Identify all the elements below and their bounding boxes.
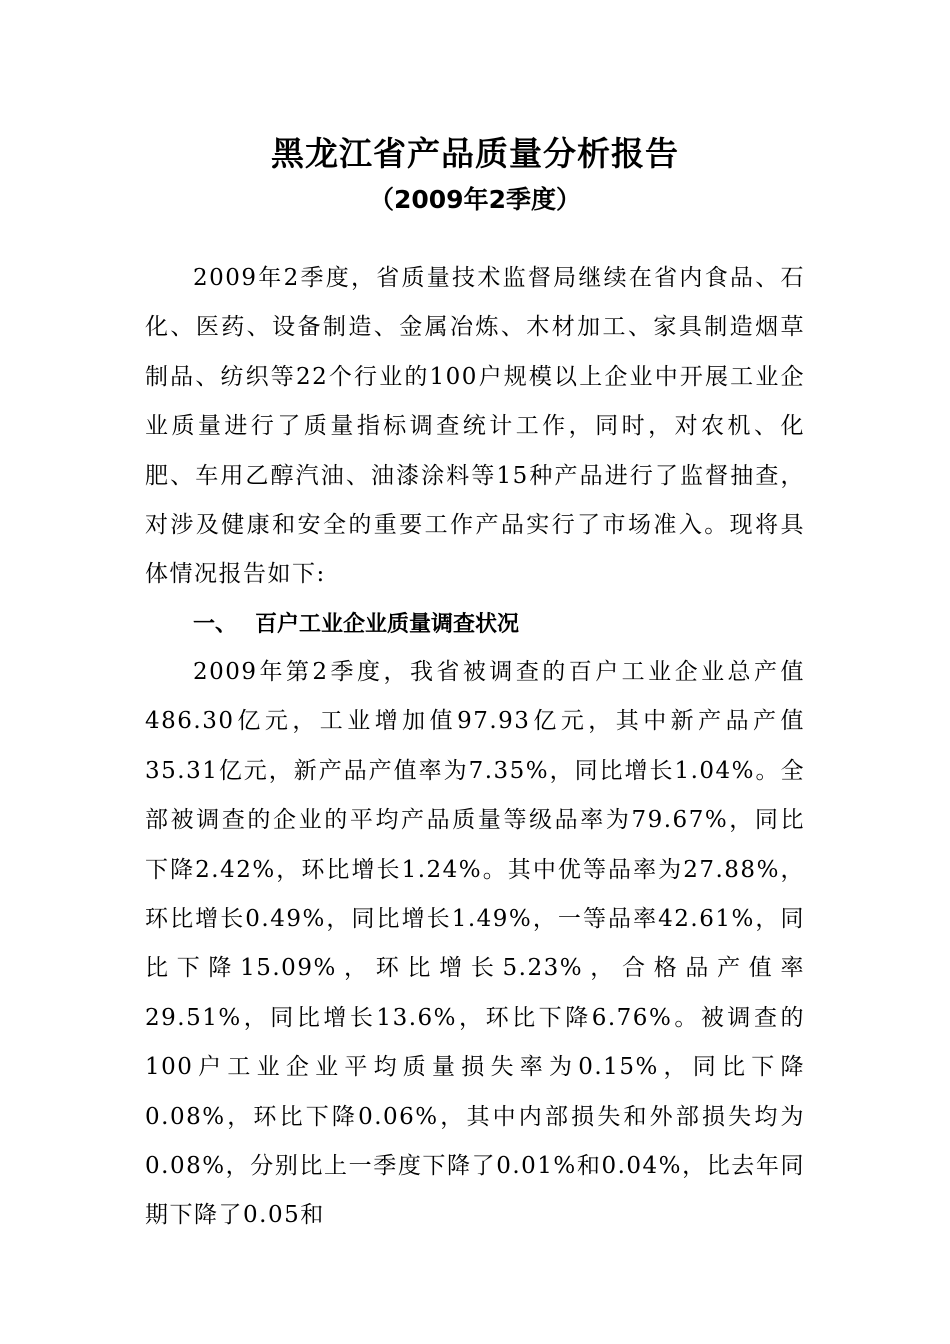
section-paragraph: 2009年第2季度，我省被调查的百户工业企业总产值486.30亿元，工业增加值97.93亿元，其中新产品产值35.31亿元，新产品产值率为7.35%，同比增长1.04%。全部被调查的企业的平均产品质量等级品率为79.67%，同比下降2.42%，环比增长1.24%。其中优等品率为27.88%，环比增长0.49%，同比增长1.49%，一等品率42.61%，同比下降15.09%，环比增长5.23%，合格品产值率29.51%，同比增长13.6%，环比下降6.76%。被调查的100户工业企业平均质量损失率为0.15%，同比下降0.08%，环比下降0.06%，其中内部损失和外部损失均为0.08%，分别比上一季度下降了0.01%和0.04%，比去年同期下降了0.05和 xyxy=(145,659,805,1229)
section-heading xyxy=(193,603,519,647)
document-subtitle: （2009年2季度） xyxy=(369,185,581,214)
section-heading-text: 百户工业企业质量调查状况 xyxy=(255,612,520,637)
document-title: 黑龙江省产品质量分析报告 xyxy=(271,134,679,173)
intro-paragraph: 2009年2季度，省质量技术监督局继续在省内食品、石化、医药、设备制造、金属冶炼、木材加工、家具制造烟草制品、纺织等22个行业的100户规模以上企业中开展工业企业质量进行了质量指标调查统计工作，同时，对农机、化肥、车用乙醇汽油、油漆涂料等15种产品进行了监督抽查，对涉及健康和安全的重要工作产品实行了市场准入。现将具体情况报告如下: xyxy=(145,265,805,588)
section-number: 一、 xyxy=(193,612,238,637)
